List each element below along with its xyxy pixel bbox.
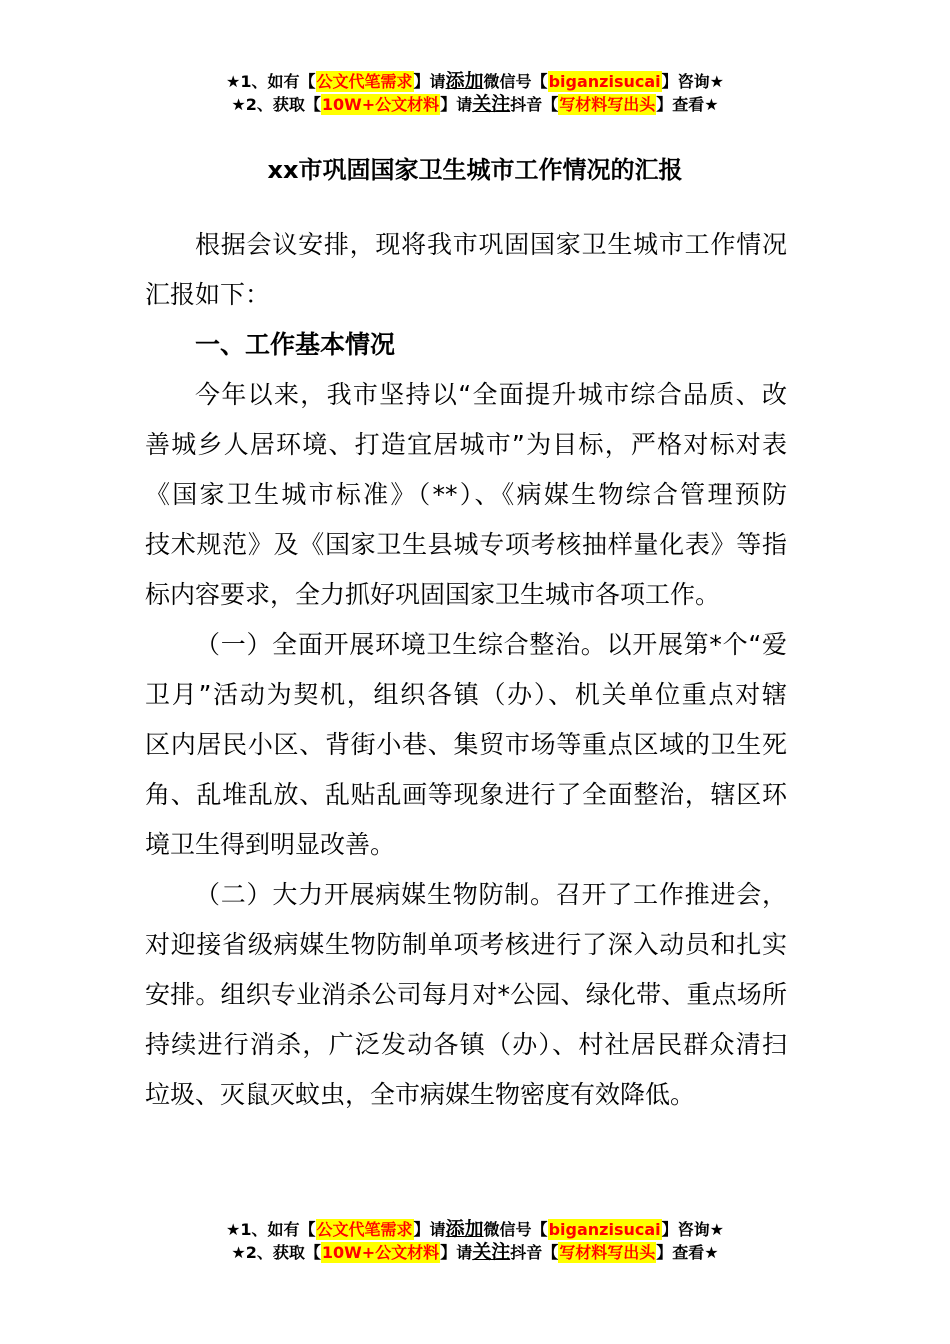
promo-banner-top: [0, 70, 950, 116]
paragraph-line: 今年以来，我市坚持以“全面提升城市综合品质、改: [195, 380, 787, 409]
paragraph-line: 《国家卫生城市标准》（**）、《病媒生物综合管理预防: [145, 480, 787, 509]
promo-line-2: [0, 93, 950, 116]
paragraph-line: 根据会议安排，现将我市巩固国家卫生城市工作情况: [195, 230, 787, 259]
promo-text: 】咨询★: [661, 1220, 724, 1239]
paragraph-line: 标内容要求，全力抓好巩固国家卫生城市各项工作。: [145, 580, 721, 609]
paragraph-line: 善城乡人居环境、打造宜居城市”为目标，严格对标对表: [145, 430, 787, 459]
paragraph-line: 垃圾、灭鼠灭蚊虫，全市病媒生物密度有效降低。: [145, 1080, 696, 1109]
highlight-service-text: 公文代笔需求: [316, 72, 413, 91]
promo-text: 】请: [440, 1243, 473, 1262]
paragraph-sanitation: [145, 620, 787, 870]
promo-text: 】查看★: [656, 95, 719, 114]
document-body: [145, 220, 787, 1120]
promo-text: 】查看★: [656, 1243, 719, 1262]
emphasis-text: 添加: [445, 70, 484, 92]
highlight-service-text: 公文代笔需求: [316, 1220, 413, 1239]
highlight-wechat-id: biganzisucai: [548, 72, 661, 91]
paragraph-line: 角、乱堆乱放、乱贴乱画等现象进行了全面整治，辖区环: [145, 780, 787, 809]
document-title: xx市巩固国家卫生城市工作情况的汇报: [267, 156, 683, 184]
paragraph-vector-control: [145, 870, 787, 1120]
paragraph-line: 卫月”活动为契机，组织各镇（办）、机关单位重点对辖: [145, 680, 787, 709]
paragraph-line: 对迎接省级病媒生物防制单项考核进行了深入动员和扎实: [145, 930, 787, 959]
promo-line-1: [0, 1218, 950, 1241]
paragraph-line: 境卫生得到明显改善。: [145, 830, 396, 859]
promo-text: ★2、获取【: [231, 1243, 321, 1262]
section-heading: 一、工作基本情况: [195, 330, 396, 359]
highlight-materials-text: 10W+公文材料: [321, 1243, 440, 1262]
paragraph-line: 持续进行消杀，广泛发动各镇（办）、村社居民群众清扫: [145, 1030, 787, 1059]
highlight-wechat-id: biganzisucai: [548, 1220, 661, 1239]
promo-text: 微信号【: [483, 72, 548, 91]
paragraph-line: 安排。组织专业消杀公司每月对*公园、绿化带、重点场所: [145, 980, 787, 1009]
promo-text: 微信号【: [483, 1220, 548, 1239]
paragraph-line: 汇报如下：: [145, 280, 271, 309]
promo-text: 】请: [413, 72, 446, 91]
highlight-materials-text: 10W+公文材料: [321, 95, 440, 114]
promo-banner-bottom: [0, 1218, 950, 1264]
promo-text: 】请: [413, 1220, 446, 1239]
paragraph-overview: [145, 370, 787, 620]
promo-text: ★2、获取【: [231, 95, 321, 114]
promo-text: 抖音【: [510, 95, 559, 114]
highlight-douyin-account: 写材料写出头: [559, 95, 656, 114]
paragraph-line: （二）大力开展病媒生物防制。召开了工作推进会，: [195, 880, 787, 909]
paragraph-line: （一）全面开展环境卫生综合整治。以开展第*个“爱: [195, 630, 787, 659]
promo-text: 】咨询★: [661, 72, 724, 91]
highlight-douyin-account: 写材料写出头: [559, 1243, 656, 1262]
emphasis-text: 关注: [472, 1241, 511, 1263]
paragraph-line: 技术规范》及《国家卫生县城专项考核抽样量化表》等指: [145, 530, 787, 559]
promo-text: 】请: [440, 95, 473, 114]
paragraph-line: 区内居民小区、背街小巷、集贸市场等重点区域的卫生死: [145, 730, 787, 759]
promo-line-1: [0, 70, 950, 93]
emphasis-text: 关注: [472, 93, 511, 115]
paragraph-intro: [145, 220, 787, 320]
promo-text: ★1、如有【: [226, 72, 316, 91]
promo-line-2: [0, 1241, 950, 1264]
promo-text: 抖音【: [510, 1243, 559, 1262]
promo-text: ★1、如有【: [226, 1220, 316, 1239]
emphasis-text: 添加: [445, 1218, 484, 1240]
